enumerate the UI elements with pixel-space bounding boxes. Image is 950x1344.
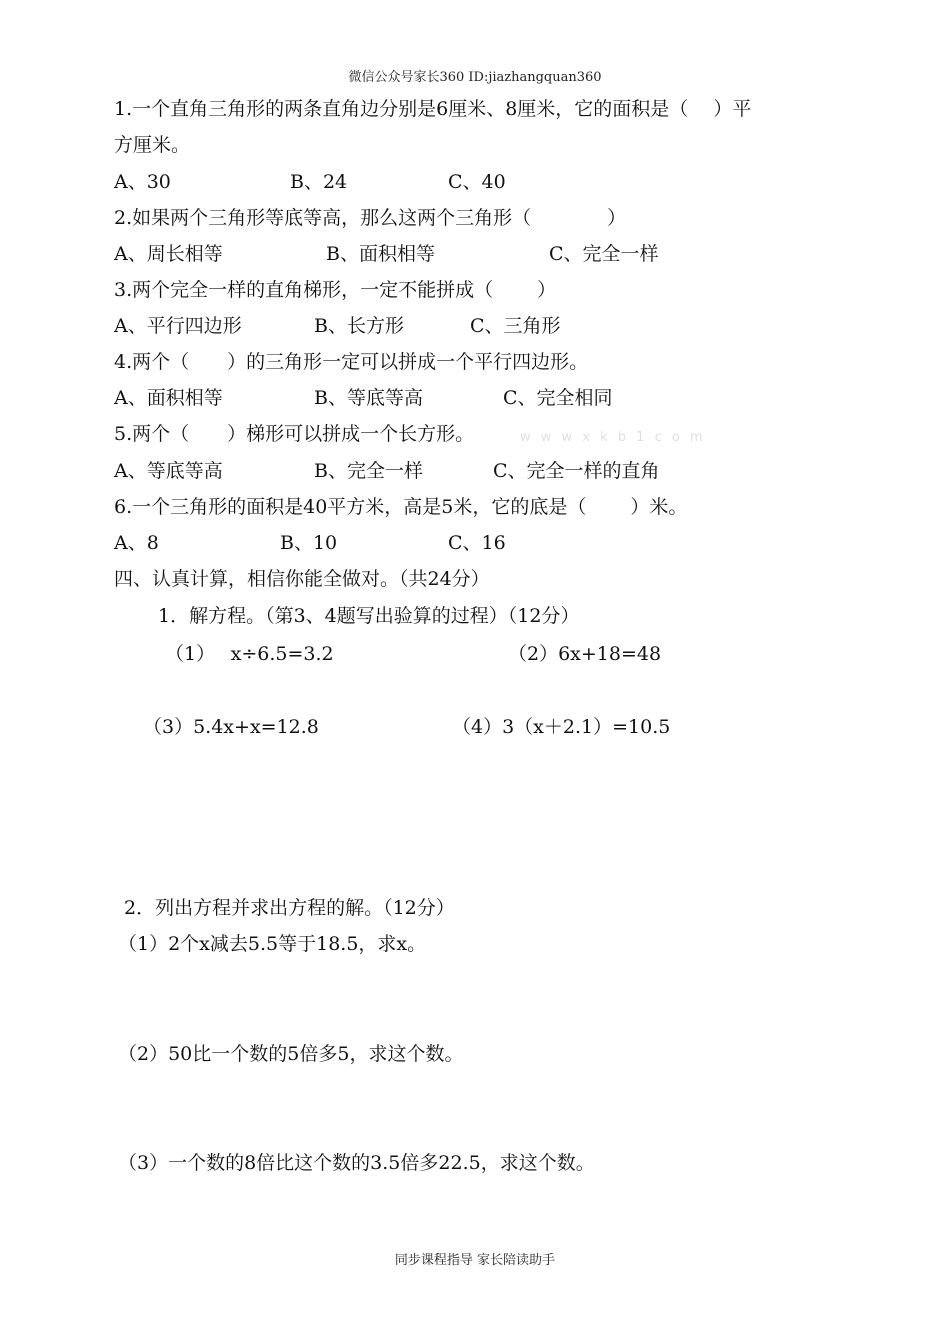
question-3-line-1: 3.两个完全一样的直角梯形，一定不能拼成（ ） [114, 279, 557, 301]
question-1-line-1: 1.一个直角三角形的两条直角边分别是6厘米、8厘米，它的面积是（ ）平 [114, 98, 752, 120]
part-1-title: 1．解方程。（第3、4题写出验算的过程）（12分） [158, 605, 580, 627]
equation-4: （4）3（x＋2.1）=10.5 [452, 716, 671, 738]
question-3-option-b: B、长方形 [314, 315, 404, 337]
equation-2: （2）6x+18=48 [508, 643, 662, 665]
section-4-title: 四、认真计算，相信你能全做对。（共24分） [114, 568, 490, 590]
question-4-option-c: C、完全相同 [503, 387, 613, 409]
question-6-line-1: 6.一个三角形的面积是40平方米，高是5米，它的底是（ ）米。 [114, 496, 688, 518]
question-2-option-b: B、面积相等 [326, 243, 435, 265]
question-1-option-b: B、24 [290, 171, 348, 193]
question-1-option-a: A、30 [114, 171, 171, 193]
question-3-option-a: A、平行四边形 [114, 315, 242, 337]
question-4-option-b: B、等底等高 [314, 387, 423, 409]
part-2-title: 2．列出方程并求出方程的解。（12分） [124, 897, 455, 919]
question-3-option-c: C、三角形 [470, 315, 561, 337]
page-header: 微信公众号家长360 ID:jiazhangquan360 [348, 70, 602, 85]
question-2-option-a: A、周长相等 [114, 243, 223, 265]
question-5-option-b: B、完全一样 [314, 460, 423, 482]
question-6-option-c: C、16 [448, 532, 506, 554]
question-5-option-c: C、完全一样的直角 [493, 460, 660, 482]
problem-3: （3）一个数的8倍比这个数的3.5倍多22.5，求这个数。 [118, 1152, 595, 1174]
watermark: w w w x k b 1 c o m [520, 430, 706, 445]
page-footer: 同步课程指导 家长陪读助手 [394, 1253, 556, 1268]
question-4-option-a: A、面积相等 [114, 387, 223, 409]
question-5-option-a: A、等底等高 [114, 460, 223, 482]
problem-1: （1）2个x减去5.5等于18.5，求x。 [118, 933, 427, 955]
question-2-line-1: 2.如果两个三角形等底等高，那么这两个三角形（ ） [114, 207, 627, 229]
question-5-line-1: 5.两个（ ）梯形可以拼成一个长方形。 [114, 423, 475, 445]
problem-2: （2）50比一个数的5倍多5，求这个数。 [118, 1043, 464, 1065]
question-6-option-a: A、8 [114, 532, 159, 554]
question-2-option-c: C、完全一样 [549, 243, 659, 265]
equation-3: （3）5.4x+x=12.8 [143, 716, 319, 738]
question-4-line-1: 4.两个（ ）的三角形一定可以拼成一个平行四边形。 [114, 351, 589, 373]
equation-1: （1） x÷6.5=3.2 [165, 643, 334, 665]
question-1-option-c: C、40 [448, 171, 506, 193]
question-1-line-2: 方厘米。 [114, 134, 191, 156]
question-6-option-b: B、10 [280, 532, 338, 554]
